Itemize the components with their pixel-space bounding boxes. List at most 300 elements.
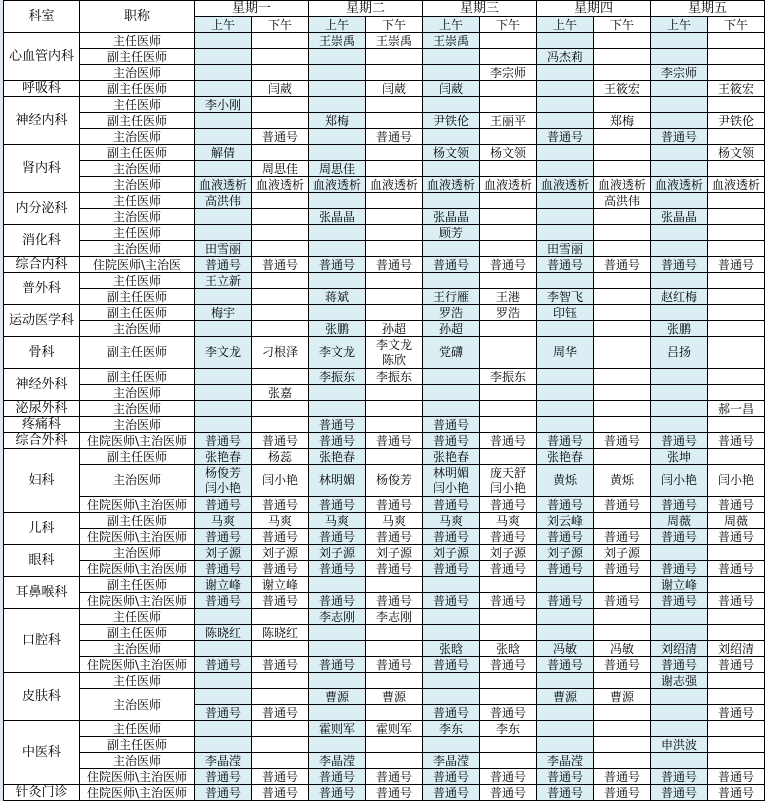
pm-slot-cell: 普通号 (480, 433, 537, 449)
am-slot-cell (537, 113, 594, 129)
am-slot-cell: 普通号 (309, 657, 366, 673)
pm-slot-cell: 普通号 (594, 433, 651, 449)
department-name: 呼吸科 (4, 81, 80, 97)
schedule-row (4, 449, 765, 465)
pm-slot-cell (708, 385, 765, 401)
pm-slot-cell: 普通号 (252, 769, 309, 785)
doctor-title: 住院医师\主治医师 (80, 433, 195, 449)
am-slot-cell (651, 369, 708, 385)
pm-slot-cell: 普通号 (252, 529, 309, 545)
am-slot-cell: 李东 (423, 721, 480, 737)
schedule-row (4, 417, 765, 433)
pm-slot-cell (252, 193, 309, 209)
pm-slot-cell (252, 225, 309, 241)
schedule-row (4, 193, 765, 209)
doctor-title: 副主任医师 (80, 513, 195, 529)
pm-header: 下午 (480, 17, 537, 33)
am-slot-cell: 马爽 (423, 513, 480, 529)
doctor-title: 主任医师 (80, 609, 195, 625)
am-slot-cell: 谢志强 (651, 673, 708, 689)
am-slot-cell: 普通号 (309, 257, 366, 273)
doctor-title: 副主任医师 (80, 49, 195, 65)
schedule-row (4, 753, 765, 769)
doctor-name: 闫小艳 (204, 480, 241, 495)
pm-slot-cell (594, 753, 651, 769)
pm-slot-cell (594, 129, 651, 145)
pm-slot-cell (366, 289, 423, 305)
am-slot-cell (651, 625, 708, 641)
pm-slot-cell: 马爽 (252, 513, 309, 529)
doctor-name: 杨俊芳 (204, 465, 241, 480)
am-slot-cell: 普通号 (195, 593, 252, 609)
pm-slot-cell (594, 369, 651, 385)
am-slot-cell: 普通号 (537, 785, 594, 801)
pm-slot-cell: 普通号 (366, 529, 423, 545)
am-slot-cell (423, 193, 480, 209)
am-slot-cell (537, 737, 594, 753)
schedule-row (4, 161, 765, 177)
pm-slot-cell: 闫小艳 (252, 465, 309, 497)
day-header-fri: 星期五 (651, 1, 765, 17)
am-slot-cell: 冯杰莉 (537, 49, 594, 65)
schedule-row (4, 689, 765, 705)
pm-slot-cell: 李东 (480, 721, 537, 737)
am-slot-cell (651, 193, 708, 209)
pm-slot-cell (594, 449, 651, 465)
schedule-row (4, 33, 765, 49)
am-slot-cell (423, 465, 480, 497)
pm-slot-cell (708, 225, 765, 241)
pm-header: 下午 (366, 17, 423, 33)
am-slot-cell (537, 225, 594, 241)
pm-slot-cell: 普通号 (366, 257, 423, 273)
am-slot-cell: 普通号 (423, 529, 480, 545)
am-slot-cell (537, 705, 594, 721)
pm-slot-cell (480, 737, 537, 753)
am-slot-cell (195, 689, 252, 705)
pm-slot-cell (480, 401, 537, 417)
am-slot-cell (537, 161, 594, 177)
am-slot-cell (195, 129, 252, 145)
pm-slot-cell (366, 161, 423, 177)
department-name: 心血管内科 (4, 33, 80, 81)
am-slot-cell (195, 609, 252, 625)
doctor-title: 副主任医师 (80, 369, 195, 385)
doctor-title: 副主任医师 (80, 337, 195, 369)
am-slot-cell: 普通号 (651, 785, 708, 801)
pm-slot-cell (480, 209, 537, 225)
pm-slot-cell: 普通号 (366, 561, 423, 577)
department-name: 骨科 (4, 337, 80, 369)
pm-slot-cell (366, 337, 423, 369)
day-header-mon: 星期一 (195, 1, 309, 17)
am-slot-cell (309, 225, 366, 241)
am-slot-cell: 普通号 (651, 433, 708, 449)
pm-slot-cell (594, 337, 651, 369)
pm-slot-cell (708, 417, 765, 433)
am-slot-cell: 张艳春 (195, 449, 252, 465)
pm-slot-cell (252, 33, 309, 49)
pm-header: 下午 (708, 17, 765, 33)
schedule-row (4, 465, 765, 497)
pm-slot-cell (252, 209, 309, 225)
am-slot-cell (651, 417, 708, 433)
pm-slot-cell: 普通号 (480, 561, 537, 577)
pm-slot-cell: 王筱宏 (708, 81, 765, 97)
department-name: 运动医学科 (4, 305, 80, 337)
pm-slot-cell (594, 609, 651, 625)
schedule-row (4, 785, 765, 801)
pm-slot-cell: 尹铁伦 (708, 113, 765, 129)
am-slot-cell (651, 689, 708, 705)
schedule-row (4, 545, 765, 561)
pm-slot-cell: 普通号 (708, 657, 765, 673)
am-slot-cell: 血液透析 (537, 177, 594, 193)
pm-slot-cell (366, 705, 423, 721)
pm-slot-cell (480, 465, 537, 497)
am-slot-cell (651, 305, 708, 321)
department-name: 耳鼻喉科 (4, 577, 80, 609)
am-slot-cell (651, 241, 708, 257)
pm-slot-cell: 高洪伟 (594, 193, 651, 209)
am-slot-cell: 普通号 (195, 433, 252, 449)
pm-slot-cell (594, 145, 651, 161)
doctor-title: 副主任医师 (80, 449, 195, 465)
am-slot-cell: 普通号 (537, 561, 594, 577)
pm-slot-cell (594, 273, 651, 289)
am-slot-cell (651, 273, 708, 289)
pm-slot-cell: 王丽平 (480, 113, 537, 129)
pm-slot-cell: 血液透析 (366, 177, 423, 193)
am-slot-cell (195, 721, 252, 737)
am-slot-cell: 普通号 (423, 561, 480, 577)
header-row-days (4, 1, 765, 17)
doctor-title: 主任医师 (80, 273, 195, 289)
am-slot-cell (195, 33, 252, 49)
doctor-title: 主治医师 (80, 177, 195, 193)
pm-slot-cell (480, 337, 537, 369)
pm-slot-cell (366, 577, 423, 593)
am-slot-cell: 霍则军 (309, 721, 366, 737)
am-slot-cell (537, 609, 594, 625)
title-header: 职称 (80, 1, 195, 33)
pm-slot-cell (594, 65, 651, 81)
am-slot-cell: 普通号 (423, 705, 480, 721)
doctor-title: 副主任医师 (80, 737, 195, 753)
pm-slot-cell (480, 689, 537, 705)
am-slot-cell (423, 737, 480, 753)
am-slot-cell: 张坤 (651, 449, 708, 465)
pm-slot-cell (480, 241, 537, 257)
am-slot-cell: 蒋斌 (309, 289, 366, 305)
am-slot-cell: 黄烁 (537, 465, 594, 497)
schedule-row (4, 577, 765, 593)
pm-slot-cell (594, 625, 651, 641)
am-slot-cell (537, 81, 594, 97)
am-slot-cell (537, 97, 594, 113)
am-slot-cell (195, 113, 252, 129)
pm-slot-cell: 曹源 (366, 689, 423, 705)
pm-slot-cell: 孙超 (366, 321, 423, 337)
pm-slot-cell (708, 289, 765, 305)
doctor-name: 陈欣 (381, 352, 406, 367)
am-slot-cell: 普通号 (651, 593, 708, 609)
pm-slot-cell (480, 225, 537, 241)
am-slot-cell: 解倩 (195, 145, 252, 161)
pm-slot-cell: 刘子源 (366, 545, 423, 561)
am-slot-cell: 普通号 (195, 657, 252, 673)
am-slot-cell: 普通号 (651, 529, 708, 545)
pm-slot-cell: 普通号 (252, 657, 309, 673)
am-slot-cell (309, 705, 366, 721)
department-name: 儿科 (4, 513, 80, 545)
am-slot-cell: 马爽 (309, 513, 366, 529)
schedule-row (4, 433, 765, 449)
am-slot-cell: 曹源 (309, 689, 366, 705)
pm-slot-cell (594, 401, 651, 417)
am-slot-cell: 普通号 (309, 785, 366, 801)
am-slot-cell (651, 81, 708, 97)
department-name: 眼科 (4, 545, 80, 577)
am-slot-cell (195, 321, 252, 337)
am-slot-cell: 普通号 (423, 785, 480, 801)
pm-slot-cell (366, 385, 423, 401)
pm-slot-cell: 普通号 (366, 769, 423, 785)
pm-slot-cell: 普通号 (480, 705, 537, 721)
pm-slot-cell: 李宗师 (480, 65, 537, 81)
pm-slot-cell: 普通号 (366, 433, 423, 449)
pm-slot-cell (594, 385, 651, 401)
pm-slot-cell: 李振东 (480, 369, 537, 385)
day-header-thu: 星期四 (537, 1, 651, 17)
pm-slot-cell (366, 273, 423, 289)
am-slot-cell: 张晶晶 (651, 209, 708, 225)
am-slot-cell: 普通号 (423, 769, 480, 785)
doctor-title: 副主任医师 (80, 577, 195, 593)
am-slot-cell: 普通号 (651, 657, 708, 673)
pm-slot-cell: 普通号 (252, 561, 309, 577)
am-slot-cell: 冯敏 (537, 641, 594, 657)
pm-slot-cell (366, 49, 423, 65)
pm-slot-cell (366, 97, 423, 113)
am-slot-cell: 高洪伟 (195, 193, 252, 209)
am-slot-cell (537, 273, 594, 289)
pm-slot-cell (252, 113, 309, 129)
pm-slot-cell (594, 97, 651, 113)
pm-slot-cell (366, 641, 423, 657)
am-slot-cell: 张晗 (423, 641, 480, 657)
am-slot-cell: 普通号 (537, 769, 594, 785)
pm-slot-cell: 普通号 (480, 497, 537, 513)
am-slot-cell: 田雪丽 (537, 241, 594, 257)
am-slot-cell (309, 737, 366, 753)
am-slot-cell: 普通号 (423, 593, 480, 609)
pm-slot-cell (252, 641, 309, 657)
pm-slot-cell: 刘子源 (252, 545, 309, 561)
pm-slot-cell (594, 305, 651, 321)
am-slot-cell: 顾芳 (423, 225, 480, 241)
am-slot-cell: 李宗师 (651, 65, 708, 81)
pm-slot-cell (252, 721, 309, 737)
am-slot-cell (309, 65, 366, 81)
pm-slot-cell (366, 737, 423, 753)
pm-header: 下午 (594, 17, 651, 33)
pm-slot-cell: 普通号 (594, 561, 651, 577)
department-name: 中医科 (4, 721, 80, 785)
am-slot-cell (309, 193, 366, 209)
pm-slot-cell: 陈晓红 (252, 625, 309, 641)
schedule-row (4, 177, 765, 193)
pm-slot-cell (594, 225, 651, 241)
pm-slot-cell (366, 225, 423, 241)
am-slot-cell (309, 385, 366, 401)
am-slot-cell: 刘子源 (537, 545, 594, 561)
pm-slot-cell (708, 545, 765, 561)
doctor-title: 住院医师\主治医师 (80, 561, 195, 577)
schedule-row (4, 145, 765, 161)
am-header: 上午 (195, 17, 252, 33)
department-name: 综合外科 (4, 433, 80, 449)
schedule-row (4, 129, 765, 145)
am-slot-cell (195, 385, 252, 401)
pm-slot-cell (594, 513, 651, 529)
am-slot-cell (651, 225, 708, 241)
am-header: 上午 (651, 17, 708, 33)
doctor-title: 副主任医师 (80, 625, 195, 641)
am-slot-cell: 普通号 (195, 769, 252, 785)
am-slot-cell: 王崇禹 (423, 33, 480, 49)
schedule-row (4, 273, 765, 289)
pm-slot-cell (708, 305, 765, 321)
schedule-row (4, 97, 765, 113)
doctor-title: 主治医师 (80, 689, 195, 721)
pm-slot-cell: 普通号 (594, 529, 651, 545)
am-slot-cell: 普通号 (423, 257, 480, 273)
am-slot-cell (423, 241, 480, 257)
am-slot-cell (537, 65, 594, 81)
am-slot-cell (423, 369, 480, 385)
am-slot-cell (195, 289, 252, 305)
pm-slot-cell: 普通号 (708, 561, 765, 577)
pm-slot-cell: 杨蕊 (252, 449, 309, 465)
doctor-title: 住院医师\主治医师 (80, 769, 195, 785)
am-slot-cell (651, 753, 708, 769)
am-slot-cell (537, 145, 594, 161)
pm-slot-cell: 普通号 (366, 785, 423, 801)
doctor-title: 主治医师 (80, 321, 195, 337)
am-slot-cell: 谢立峰 (195, 577, 252, 593)
department-name: 内分泌科 (4, 193, 80, 225)
schedule-row (4, 81, 765, 97)
am-slot-cell (309, 49, 366, 65)
pm-slot-cell (708, 241, 765, 257)
am-slot-cell: 普通号 (423, 433, 480, 449)
pm-slot-cell: 普通号 (708, 593, 765, 609)
pm-slot-cell: 普通号 (708, 257, 765, 273)
am-slot-cell: 李晶滢 (423, 753, 480, 769)
am-slot-cell: 普通号 (309, 417, 366, 433)
am-slot-cell (423, 385, 480, 401)
pm-slot-cell: 普通号 (366, 593, 423, 609)
pm-slot-cell: 普通号 (480, 257, 537, 273)
doctor-title: 主任医师 (80, 97, 195, 113)
am-slot-cell: 田雪丽 (195, 241, 252, 257)
department-name: 普外科 (4, 273, 80, 305)
am-slot-cell (309, 81, 366, 97)
schedule-row (4, 113, 765, 129)
pm-slot-cell (252, 65, 309, 81)
am-slot-cell: 刘子源 (423, 545, 480, 561)
am-slot-cell: 张晶晶 (423, 209, 480, 225)
pm-slot-cell (708, 577, 765, 593)
schedule-row (4, 769, 765, 785)
am-slot-cell: 普通号 (309, 769, 366, 785)
department-name: 综合内科 (4, 257, 80, 273)
pm-slot-cell: 普通号 (708, 769, 765, 785)
am-slot-cell (309, 401, 366, 417)
am-slot-cell (537, 209, 594, 225)
am-slot-cell (195, 161, 252, 177)
pm-slot-cell: 普通号 (708, 705, 765, 721)
department-name: 泌尿外科 (4, 401, 80, 417)
am-slot-cell: 梅宇 (195, 305, 252, 321)
am-slot-cell: 普通号 (423, 657, 480, 673)
pm-slot-cell (594, 33, 651, 49)
pm-slot-cell (594, 161, 651, 177)
pm-slot-cell: 普通号 (594, 497, 651, 513)
department-name: 口腔科 (4, 609, 80, 673)
am-slot-cell: 普通号 (651, 561, 708, 577)
pm-slot-cell: 王港 (480, 289, 537, 305)
am-slot-cell (195, 225, 252, 241)
am-slot-cell (195, 737, 252, 753)
pm-slot-cell (480, 449, 537, 465)
schedule-row (4, 513, 765, 529)
am-slot-cell: 张艳春 (423, 449, 480, 465)
pm-slot-cell: 普通号 (480, 593, 537, 609)
pm-slot-cell: 周思佳 (252, 161, 309, 177)
pm-header: 下午 (252, 17, 309, 33)
pm-slot-cell: 血液透析 (480, 177, 537, 193)
pm-slot-cell: 李振东 (366, 369, 423, 385)
pm-slot-cell (366, 145, 423, 161)
am-slot-cell: 张艳春 (537, 449, 594, 465)
am-slot-cell (195, 465, 252, 497)
pm-slot-cell: 闫小艳 (708, 465, 765, 497)
am-slot-cell (537, 721, 594, 737)
schedule-row (4, 385, 765, 401)
am-slot-cell: 马爽 (195, 513, 252, 529)
pm-slot-cell (252, 273, 309, 289)
pm-slot-cell (708, 65, 765, 81)
pm-slot-cell: 血液透析 (252, 177, 309, 193)
pm-slot-cell: 普通号 (708, 497, 765, 513)
doctor-title: 主任医师 (80, 673, 195, 689)
doctor-title: 主任医师 (80, 721, 195, 737)
doctor-title: 副主任医师 (80, 145, 195, 161)
am-slot-cell: 闫小艳 (651, 465, 708, 497)
schedule-row (4, 241, 765, 257)
pm-slot-cell: 普通号 (594, 257, 651, 273)
pm-slot-cell (252, 145, 309, 161)
am-slot-cell (537, 625, 594, 641)
am-slot-cell: 周思佳 (309, 161, 366, 177)
am-slot-cell: 普通号 (195, 529, 252, 545)
am-slot-cell (195, 641, 252, 657)
doctor-title: 副主任医师 (80, 81, 195, 97)
pm-slot-cell: 张嘉 (252, 385, 309, 401)
am-slot-cell: 郑梅 (309, 113, 366, 129)
